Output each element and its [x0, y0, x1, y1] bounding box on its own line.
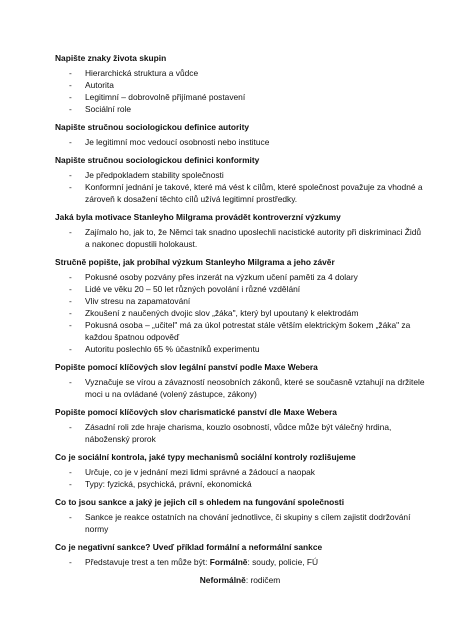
- dash-bullet: -: [69, 272, 72, 282]
- informal-line: Neformálně: rodičem: [199, 575, 281, 585]
- dash-bullet: -: [69, 182, 72, 192]
- answer-list: [55, 271, 425, 355]
- dash-bullet: -: [69, 104, 72, 114]
- list-item: - Pokusná osoba – „učitel" má za úkol potrestat stále větším elektrickým šokem „žáka" za každou špatnou odpověď: [69, 320, 411, 342]
- dash-bullet: -: [69, 68, 72, 78]
- dash-bullet: -: [69, 296, 72, 306]
- section-conformity: [55, 154, 425, 205]
- document-body: [55, 52, 425, 590]
- informal-label: Neformálně: [199, 575, 246, 585]
- answer-list: [55, 421, 425, 445]
- list-item: - Legitimní – dobrovolně přijímané postavení: [69, 92, 246, 102]
- list-item: - Zajímalo ho, jak to, že Němci tak snadno uposlechli nacistické autority při diskriminaci Židů a nakonec dopustili holokaust.: [69, 227, 422, 249]
- section-legal-rule: [55, 361, 425, 400]
- dash-bullet: -: [69, 284, 72, 294]
- question-heading: Popište pomocí klíčových slov legální panství podle Maxe Webera: [55, 362, 318, 372]
- section-negative-sanction: [55, 541, 425, 586]
- question-heading: Stručně popište, jak probíhal výzkum Stanleyho Milgrama a jeho závěr: [55, 257, 335, 267]
- list-item: - Hierarchická struktura a vůdce: [69, 68, 199, 78]
- answer-list: [55, 376, 425, 400]
- dash-bullet: -: [69, 137, 72, 147]
- list-item: - Sociální role: [69, 104, 132, 114]
- list-item: - Zkoušení z naučených dvojic slov „žáka", který byl upoutaný k elektrodám: [69, 308, 359, 318]
- answer-list: [55, 511, 425, 535]
- section-milgram-motivation: [55, 211, 425, 250]
- list-item: - Pokusné osoby pozvány přes inzerát na výzkum učení paměti za 4 dolary: [69, 272, 358, 282]
- list-item: - Je předpokladem stability společnosti: [69, 170, 224, 180]
- dash-bullet: -: [69, 479, 72, 489]
- dash-bullet: -: [69, 170, 72, 180]
- question-heading: Jaká byla motivace Stanleyho Milgrama provádět kontroverzní výzkumy: [55, 212, 341, 222]
- list-item: - Konformní jednání je takové, které má vést k cílům, které společnost považuje za vhodné a zároveň k dosažení těchto cílů užívá legitimní prostředky.: [69, 182, 423, 204]
- answer-list: [55, 136, 425, 148]
- dash-bullet: -: [69, 320, 72, 330]
- question-heading: Co je negativní sankce? Uveď příklad formální a neformální sankce: [55, 542, 323, 552]
- question-heading: Popište pomocí klíčových slov charismatické panství dle Maxe Webera: [55, 407, 337, 417]
- list-item: - Představuje trest a ten může být: Formálně: soudy, policie, FÚ: [69, 557, 319, 567]
- dash-bullet: -: [69, 377, 72, 387]
- question-heading: Co je sociální kontrola, jaké typy mechanismů sociální kontroly rozlišujeme: [55, 452, 356, 462]
- list-item: - Autoritu poslechlo 65 % účastníků experimentu: [69, 344, 260, 354]
- list-item: - Zásadní roli zde hraje charisma, kouzlo osobností, vůdce může být válečný hrdina, náboženský prorok: [69, 422, 392, 444]
- list-item: - Autorita: [69, 80, 114, 90]
- list-item: - Vliv stresu na zapamatování: [69, 296, 191, 306]
- dash-bullet: -: [69, 227, 72, 237]
- section-authority: [55, 121, 425, 148]
- answer-list: [55, 466, 425, 490]
- dash-bullet: -: [69, 92, 72, 102]
- question-heading: Co to jsou sankce a jaký je jejich cíl s ohledem na fungování společnosti: [55, 497, 345, 507]
- dash-bullet: -: [69, 308, 72, 318]
- section-social-control: [55, 451, 425, 490]
- answer-list: [55, 556, 425, 568]
- list-item: - Určuje, co je v jednání mezi lidmi správné a žádoucí a naopak: [69, 467, 315, 477]
- dash-bullet: -: [69, 512, 72, 522]
- dash-bullet: -: [69, 80, 72, 90]
- list-item: - Vyznačuje se vírou a závazností neosobních zákonů, které se současně vztahují na držitele moci u na ovládané (volený zástupce, zákony): [69, 377, 425, 399]
- question-heading: Napište stručnou sociologickou definice autority: [55, 122, 250, 132]
- section-group-life: [55, 52, 425, 115]
- section-sanctions: [55, 496, 425, 535]
- answer-list: [55, 169, 425, 205]
- dash-bullet: -: [69, 557, 72, 567]
- dash-bullet: -: [69, 467, 72, 477]
- dash-bullet: -: [69, 344, 72, 354]
- list-item: - Lidé ve věku 20 – 50 let různých povolání i různé vzdělání: [69, 284, 301, 294]
- answer-list: [55, 226, 425, 250]
- question-heading: Napište stručnou sociologickou definici konformity: [55, 155, 260, 165]
- question-heading: Napište znaky života skupin: [55, 53, 167, 63]
- section-milgram-experiment: [55, 256, 425, 355]
- list-item: - Je legitimní moc vedoucí osobnosti nebo instituce: [69, 137, 270, 147]
- section-charismatic-rule: [55, 406, 425, 445]
- formal-label: Formálně: [209, 557, 248, 567]
- list-item: - Sankce je reakce ostatních na chování jednotlivce, či skupiny s cílem zajistit dodržování normy: [69, 512, 411, 534]
- dash-bullet: -: [69, 422, 72, 432]
- list-item: - Typy: fyzická, psychická, právní, ekonomická: [69, 479, 252, 489]
- answer-list: [55, 67, 425, 115]
